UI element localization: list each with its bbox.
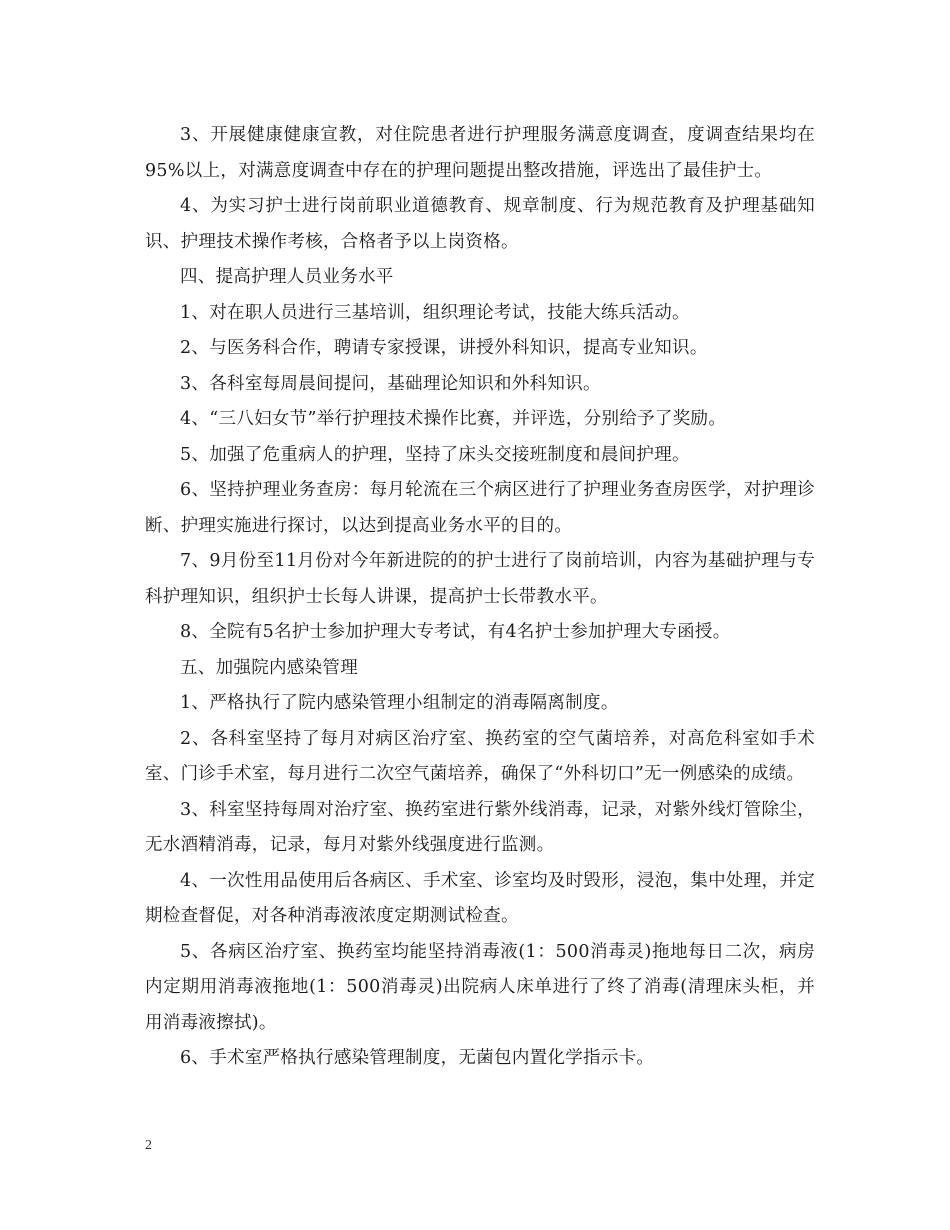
- paragraph: 7、9月份至11月份对今年新进院的的护士进行了岗前培训，内容为基础护理与专科护理知识，组织护士长每人讲课，提高护士长带教水平。: [145, 551, 815, 607]
- paragraph: 1、对在职人员进行三基培训，组织理论考试，技能大练兵活动。: [180, 302, 690, 323]
- paragraph: 3、开展健康健康宣教，对住院患者进行护理服务满意度调查，度调查结果均在95%以上，对满意度调查中存在的护理问题提出整改措施，评选出了最佳护士。: [145, 125, 815, 181]
- paragraph: 2、与医务科合作，聘请专家授课，讲授外科知识，提高专业知识。: [180, 338, 708, 358]
- paragraph: 1、严格执行了院内感染管理小组制定的消毒隔离制度。: [180, 693, 619, 713]
- page-number: 2: [145, 1138, 152, 1153]
- paragraph: 5、加强了危重病人的护理，坚持了床头交接班制度和晨间护理。: [180, 444, 690, 465]
- paragraph: 2、各科室坚持了每月对病区治疗室、换药室的空气菌培养，对高危科室如手术室、门诊手术室，每月进行二次空气菌培养，确保了“外科切口”无一例感染的成绩。: [145, 728, 815, 784]
- document-body: [145, 118, 815, 1077]
- paragraph: 3、各科室每周晨间提问，基础理论知识和外科知识。: [180, 373, 601, 394]
- paragraph: 4、“三八妇女节”举行护理技术操作比赛，并评选，分别给予了奖励。: [180, 409, 727, 429]
- paragraph: 6、手术室严格执行感染管理制度，无菌包内置化学指示卡。: [180, 1048, 655, 1068]
- paragraph: 6、坚持护理业务查房：每月轮流在三个病区进行了护理业务查房医学，对护理诊断、护理实施进行探讨，以达到提高业务水平的目的。: [145, 480, 815, 536]
- paragraph: 8、全院有5名护士参加护理大专考试，有4名护士参加护理大专函授。: [180, 622, 731, 642]
- paragraph: 5、各病区治疗室、换药室均能坚持消毒液(1：500消毒灵)拖地每日二次，病房内定期用消毒液拖地(1：500消毒灵)出院病人床单进行了终了消毒(清理床头柜，并用消毒液擦拭)。: [145, 941, 815, 1033]
- section-heading: 四、提高护理人员业务水平: [180, 267, 394, 287]
- paragraph: 3、科室坚持每周对治疗室、换药室进行紫外线消毒，记录，对紫外线灯管除尘，无水酒精消毒，记录，每月对紫外线强度进行监测。: [145, 799, 815, 855]
- section-heading: 五、加强院内感染管理: [180, 657, 358, 678]
- paragraph: 4、为实习护士进行岗前职业道德教育、规章制度、行为规范教育及护理基础知识、护理技术操作考核，合格者予以上岗资格。: [145, 196, 815, 252]
- paragraph: 4、一次性用品使用后各病区、手术室、诊室均及时毁形，浸泡，集中处理，并定期检查督促，对各种消毒液浓度定期测试检查。: [145, 870, 815, 926]
